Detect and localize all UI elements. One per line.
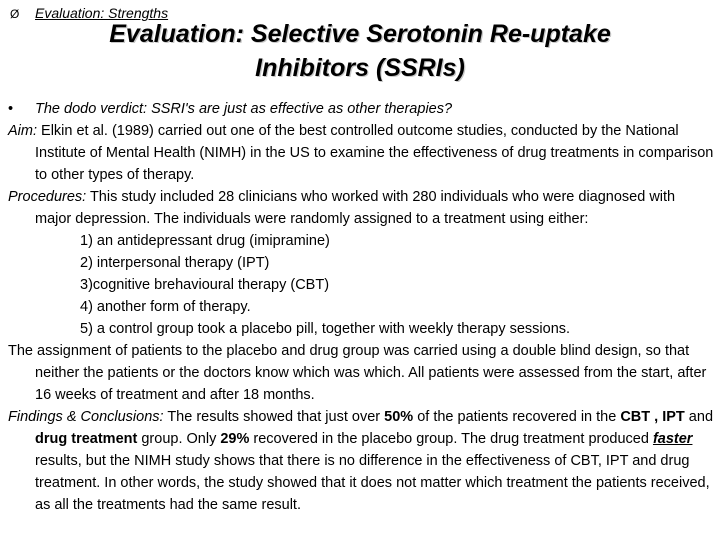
slide-title <box>40 17 680 85</box>
procedures-text: This study included 28 clinicians who worked with 280 individuals who were diagnosed with major depression. The individuals were randomly assigned to a treatment using either: <box>35 189 676 227</box>
arrow-bullet-icon: Ø <box>10 7 20 21</box>
drug-treatment-highlight: drug treatment <box>35 431 138 447</box>
findings-text-5: recovered in the placebo group. The drug treatment produced <box>249 431 653 447</box>
aim-paragraph <box>8 120 714 186</box>
bullet-dot-icon: • <box>8 101 14 117</box>
percent-recovered-placebo: 29% <box>220 431 250 447</box>
faster-highlight: faster <box>652 431 693 447</box>
findings-text-4: group. Only <box>137 431 221 447</box>
treatment-item-1: 1) an antidepressant drug (imipramine) <box>80 233 330 249</box>
verdict-paragraph <box>8 98 714 120</box>
title-line-2: Inhibitors (SSRIs) <box>255 54 465 82</box>
verdict-text: The dodo verdict: SSRI's are just as effective as other therapies? <box>35 101 453 117</box>
treatment-item-3: 3)cognitive brehavioural therapy (CBT) <box>80 277 330 293</box>
findings-text-3: and <box>684 409 714 425</box>
aim-text: Elkin et al. (1989) carried out one of the best controlled outcome studies, conducted by the National Institute of Mental Health (NIMH) in the US to examine the effectiveness of drug treatments in comparison to other types of therapy. <box>35 123 714 183</box>
cbt-ipt-highlight: CBT , IPT <box>620 409 685 425</box>
procedures-paragraph <box>8 186 714 230</box>
assignment-paragraph: The assignment of patients to the placebo and drug group was carried using a double blind design, so that neither the patients or the doctors know which was which. All patients were assessed from the start, after 16 weeks of treatment and after 18 months. <box>8 343 707 403</box>
slide-body <box>8 98 714 516</box>
findings-text-2: of the patients recovered in the <box>413 409 621 425</box>
findings-text-1: The results showed that just over <box>163 409 385 425</box>
title-line-1: Evaluation: Selective Serotonin Re-uptake <box>109 20 611 48</box>
treatment-item-4: 4) another form of therapy. <box>80 299 251 315</box>
aim-label: Aim: <box>8 123 37 139</box>
percent-recovered-therapy: 50% <box>384 409 414 425</box>
findings-paragraph <box>8 406 714 516</box>
treatment-item-2: 2) interpersonal therapy (IPT) <box>80 255 270 271</box>
findings-label: Findings & Conclusions: <box>8 409 164 425</box>
treatment-item-5: 5) a control group took a placebo pill, together with weekly therapy sessions. <box>80 321 571 337</box>
section-header: Evaluation: Strengths <box>35 5 169 21</box>
findings-text-6: results, but the NIMH study shows that there is no difference in the effectiveness of CBT, IPT and drug treatment. In other words, the study showed that it does not matter which treatment the patients received, as all the treatments had the same result. <box>35 453 710 513</box>
procedures-label: Procedures: <box>8 189 87 205</box>
